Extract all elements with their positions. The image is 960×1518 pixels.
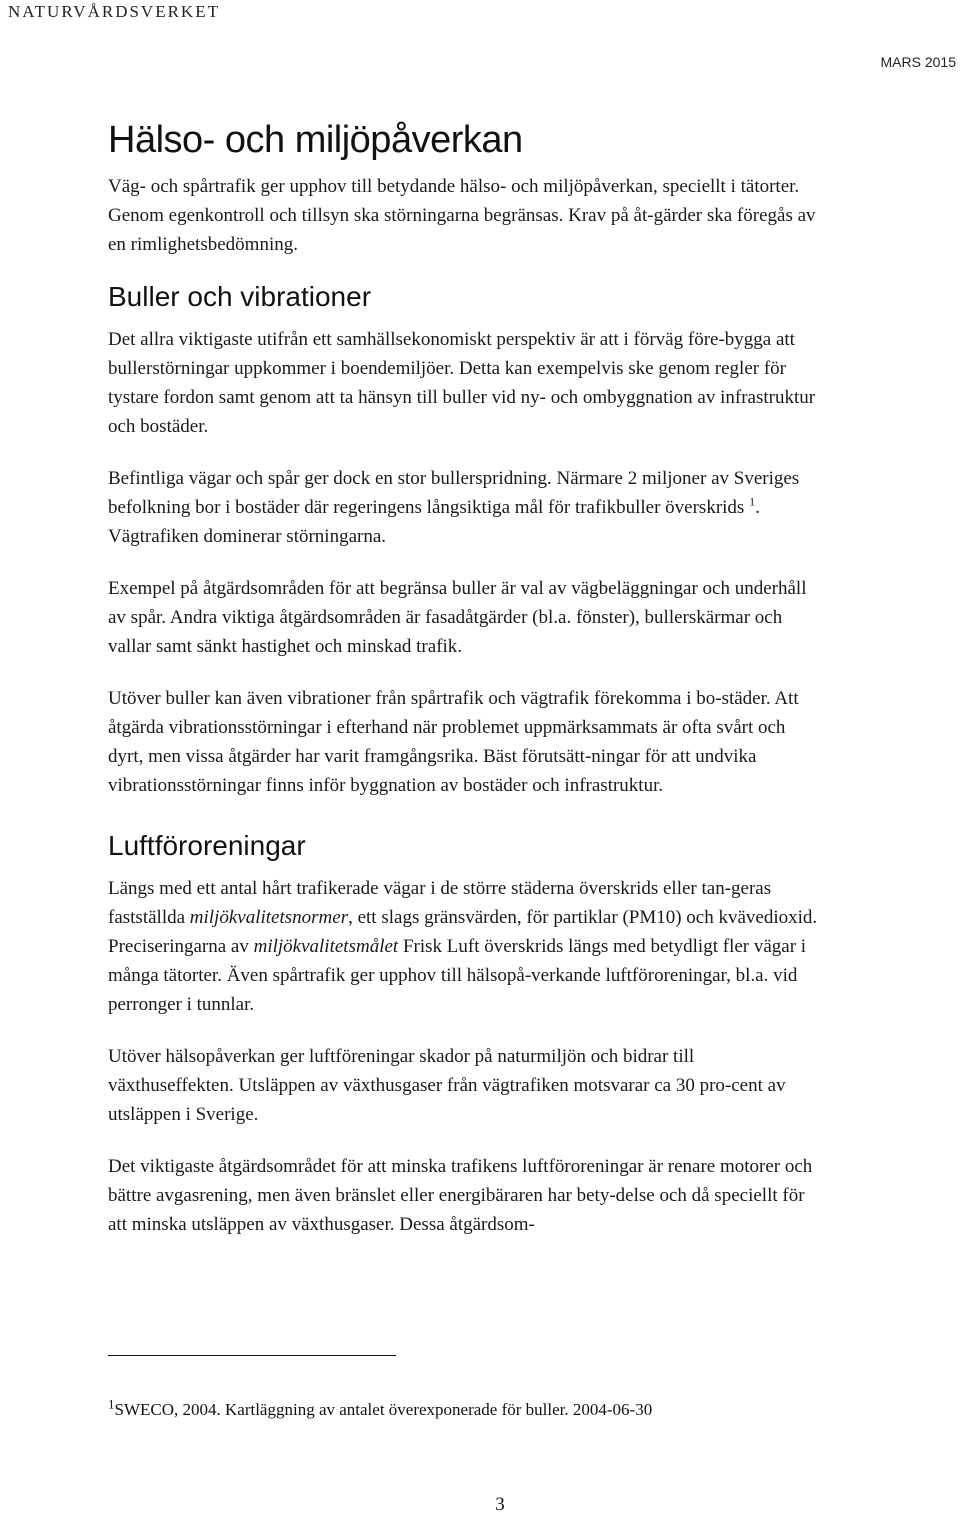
footnote-divider [108,1355,396,1356]
buller-paragraph-4: Utöver buller kan även vibrationer från spårtrafik och vägtrafik förekomma i bo-städer. Att åtgärda vibrationsstörningar i efterhand när problemet uppmärksammats är ofta svårt och dyrt, men vissa åtgärder har varit framgångsrika. Bäst förutsätt-ningar för att undvika vibrationsstörningar finns inför byggnation av bostäder och infrastruktur. [108,688,799,796]
term-miljokvalitetsnormer: miljökvalitetsnormer [189,907,349,928]
page-number: 3 [495,1494,505,1515]
luft-paragraph-1-text-c: Frisk Luft överskrids längs med betydligt fler vägar i många tätorter. Även spårtrafik ger upphov till hälsopå-verkande luftföroreningar, bl.a. vid perronger i tunnlar. [108,936,807,1015]
intro-paragraph: Väg- och spårtrafik ger upphov till betydande hälso- och miljöpåverkan, speciellt i tätorter. Genom egenkontroll och tillsyn ska störningarna begränsas. Krav på åt-gärder ska föregås av en rimlighetsbedömning. [108,176,816,255]
footnote-text: SWECO, 2004. Kartläggning av antalet överexponerade för buller. 2004-06-30 [114,1400,653,1419]
luft-paragraph-1-text-b: , ett slags gränsvärden, för partiklar (PM10) och kvävedioxid. Preciseringarna av [108,907,818,957]
luft-paragraph-3: Det viktigaste åtgärdsområdet för att minska trafikens luftföroreningar är renare motorer och bättre avgasrening, men även bränslet eller energibäraren har bety-delse och då speciellt för att minska utsläppen av växthusgaser. Dessa åtgärdsom- [108,1156,813,1235]
buller-paragraph-1: Det allra viktigaste utifrån ett samhällsekonomiskt perspektiv är att i förväg före-bygga att bullerstörningar uppkommer i boendemiljöer. Detta kan exempelvis ske genom regler för tystare fordon samt genom att ta hänsyn till buller vid ny- och ombyggnation av infrastruktur och bostäder. [108,329,816,437]
page-title: Hälso- och miljöpåverkan [108,119,523,161]
organization-name: NATURVÅRDSVERKET [8,2,220,21]
luft-paragraph-1 [108,874,820,1019]
footnote-number: 1 [108,1396,115,1412]
buller-paragraph-2-text-b: . Vägtrafiken dominerar störningarna. [108,497,760,547]
term-miljokvalitetsmalet: miljökvalitetsmålet [253,936,399,957]
buller-paragraph-2 [108,464,820,551]
page-content [108,112,820,1262]
footnote [108,1396,653,1420]
luft-paragraph-1-text-a: Längs med ett antal hårt trafikerade vägar i de större städerna överskrids eller tan-geras fastställda [108,878,772,928]
luft-paragraph-2: Utöver hälsopåverkan ger luftföreningar skador på naturmiljön och bidrar till växthuseffekten. Utsläppen av växthusgaser från vägtrafiken motsvarar ca 30 pro-cent av utsläppen i Sverige. [108,1046,786,1125]
buller-paragraph-3: Exempel på åtgärdsområden för att begränsa buller är val av vägbeläggningar och underhåll av spår. Andra viktiga åtgärdsområden är fasadåtgärder (bl.a. fönster), bullerskärmar och vallar samt sänkt hastighet och minskad trafik. [108,578,807,657]
section-heading-luft: Luftföroreningar [108,830,306,861]
footnote-reference: 1 [749,494,756,509]
document-date: MARS 2015 [880,54,956,70]
buller-paragraph-2-text-a: Befintliga vägar och spår ger dock en stor bullerspridning. Närmare 2 miljoner av Sveriges befolkning bor i bostäder där regeringens långsiktiga mål för trafikbuller överskrids [108,468,800,518]
section-heading-buller: Buller och vibrationer [108,281,372,312]
